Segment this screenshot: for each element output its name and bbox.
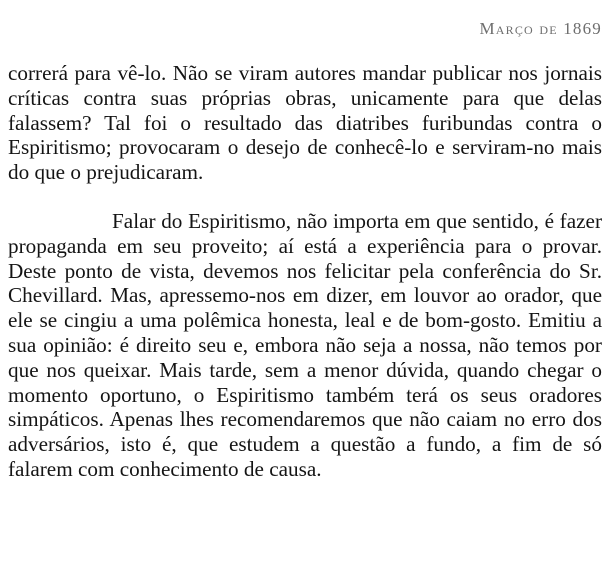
running-header: Março de 1869 (479, 19, 602, 38)
body-text (8, 61, 602, 482)
paragraph-conference: Falar do Espiritismo, não importa em que sentido, é fazer propaganda em seu proveito; aí está a experiência para o provar. Deste ponto de vista, devemos nos felicitar pela conferência do Sr. Chevillard. Mas, apressemo-nos em dizer, em louvor ao orador, que ele se cingiu a uma polêmica honesta, leal e de bom-gosto. Emitiu a sua opinião: é direito seu e, embora não seja a nossa, não temos por que nos queixar. Mais tarde, sem a menor dúvida, quando chegar o momento oportuno, o Espiritismo também terá os seus oradores simpáticos. Apenas lhes recomendaremos que não caiam no erro dos adversários, isto é, que estudem a questão a fundo, a fim de só falarem com conhecimento de causa. (8, 208, 602, 481)
paragraph-continuation: correrá para vê-lo. Não se viram autores mandar publicar nos jornais críticas contra suas próprias obras, unicamente para que delas falassem? Tal foi o resultado das diatribes furibundas contra o Espiritismo; provocaram o desejo de conhecê-lo e serviram-no mais do que o prejudicaram. (8, 61, 602, 185)
